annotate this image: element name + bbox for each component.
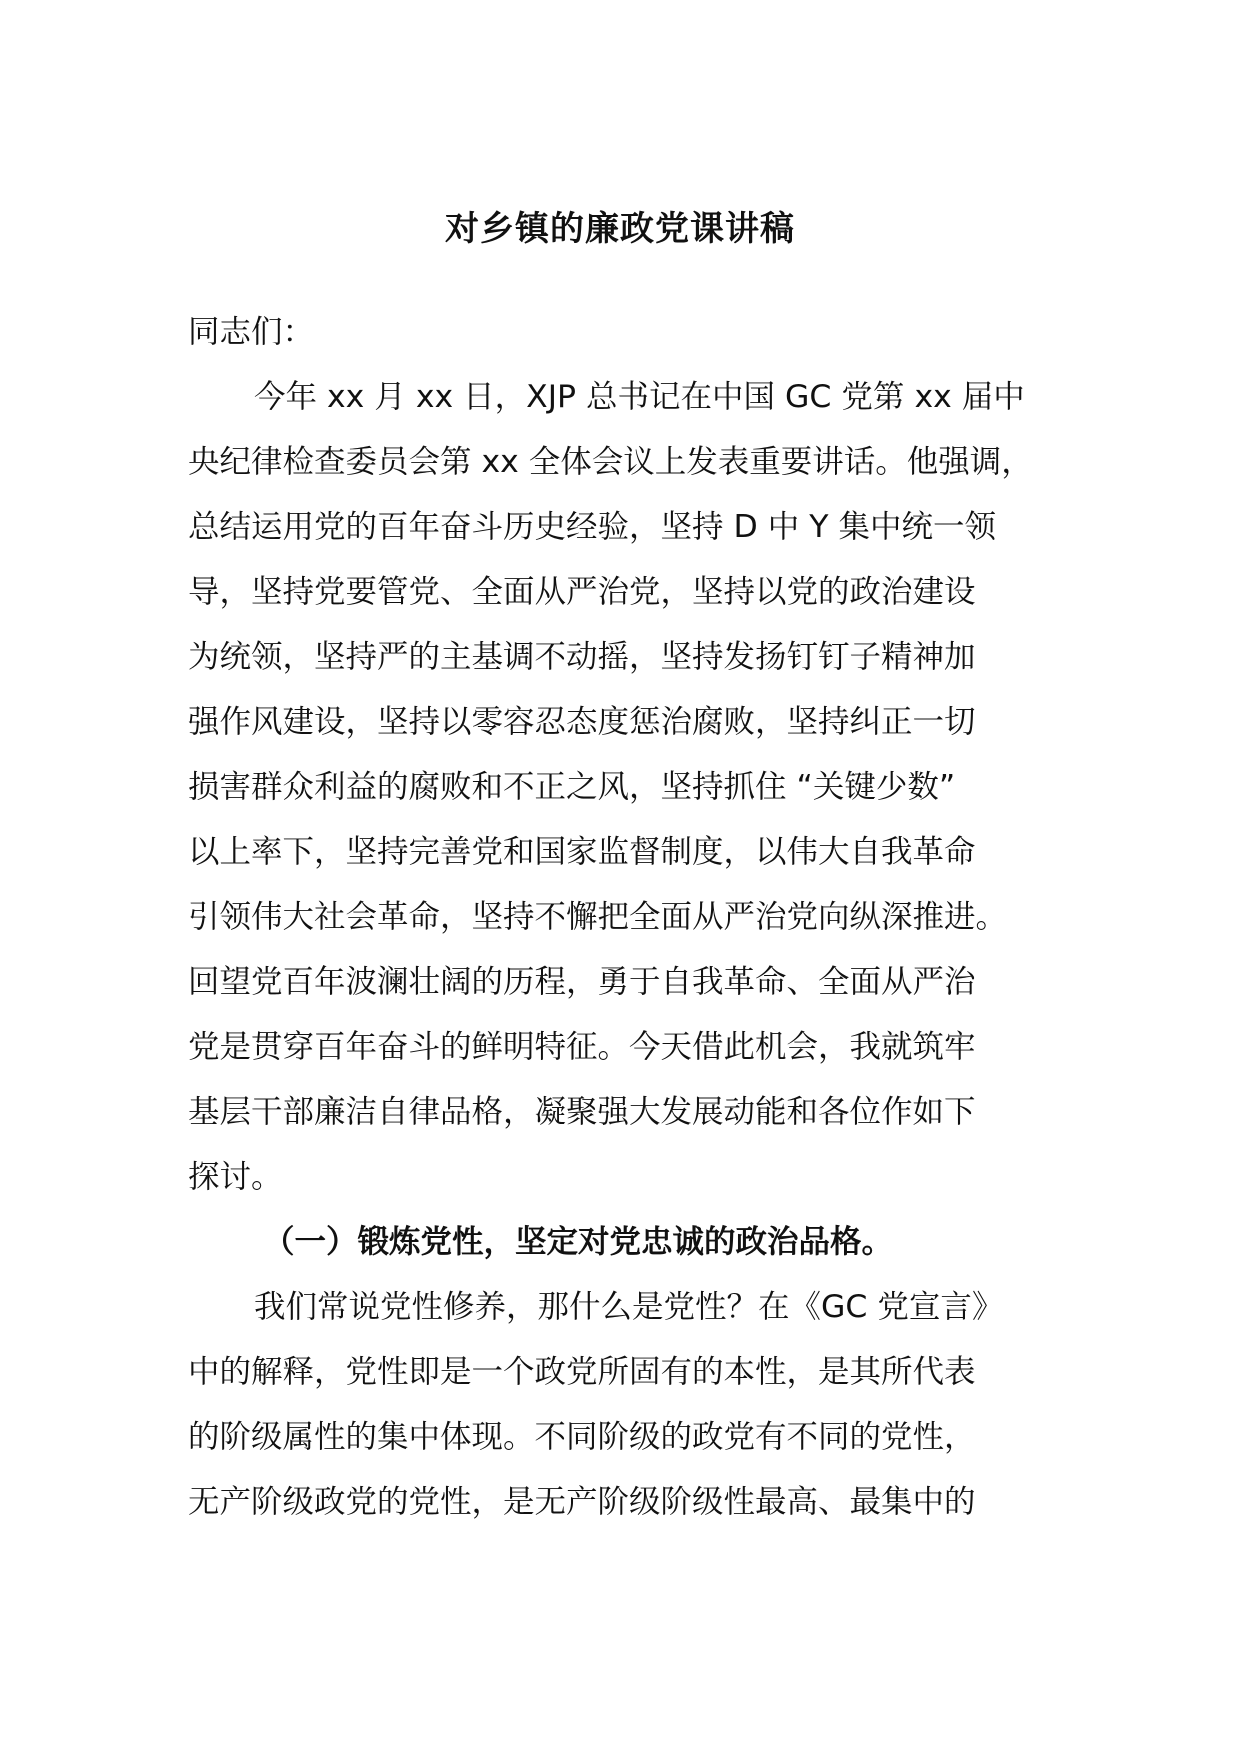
paragraph-line: 总结运用党的百年奋斗历史经验，坚持 D 中 Y 集中统一领 (188, 509, 997, 545)
paragraph-line: 我们常说党性修养，那什么是党性？在《GC 党宣言》 (254, 1289, 1004, 1325)
paragraph-line: 损害群众利益的腐败和不正之风，坚持抓住 “关键少数” (188, 769, 956, 805)
paragraph-line: 导，坚持党要管党、全面从严治党，坚持以党的政治建设 (188, 574, 976, 610)
paragraph-line: 以上率下，坚持完善党和国家监督制度，以伟大自我革命 (188, 834, 976, 870)
paragraph-line: 强作风建设，坚持以零容忍态度惩治腐败，坚持纠正一切 (188, 704, 976, 740)
paragraph-line: 的阶级属性的集中体现。不同阶级的政党有不同的党性， (188, 1419, 976, 1455)
paragraph-line: 为统领，坚持严的主基调不动摇，坚持发扬钉钉子精神加 (188, 639, 976, 675)
paragraph-line: 党是贯穿百年奋斗的鲜明特征。今天借此机会，我就筑牢 (188, 1029, 976, 1065)
document-title: 对乡镇的廉政党课讲稿 (445, 209, 795, 249)
section-heading: （一）锻炼党性，坚定对党忠诚的政治品格。 (263, 1224, 894, 1260)
paragraph-line: 基层干部廉洁自律品格，凝聚强大发展动能和各位作如下 (188, 1094, 976, 1130)
paragraph-line: 回望党百年波澜壮阔的历程，勇于自我革命、全面从严治 (188, 964, 976, 1000)
paragraph-line: 央纪律检查委员会第 xx 全体会议上发表重要讲话。他强调， (188, 444, 1033, 480)
paragraph-line: 探讨。 (188, 1159, 283, 1195)
paragraph-line: 无产阶级政党的党性，是无产阶级阶级性最高、最集中的 (188, 1484, 976, 1520)
document-body (188, 300, 1088, 1535)
paragraph-line: 中的解释，党性即是一个政党所固有的本性，是其所代表 (188, 1354, 976, 1390)
salutation: 同志们： (188, 314, 315, 350)
paragraph-line: 引领伟大社会革命，坚持不懈把全面从严治党向纵深推进。 (188, 899, 1008, 935)
paragraph-line: 今年 xx 月 xx 日，XJP 总书记在中国 GC 党第 xx 届中 (254, 379, 1025, 415)
